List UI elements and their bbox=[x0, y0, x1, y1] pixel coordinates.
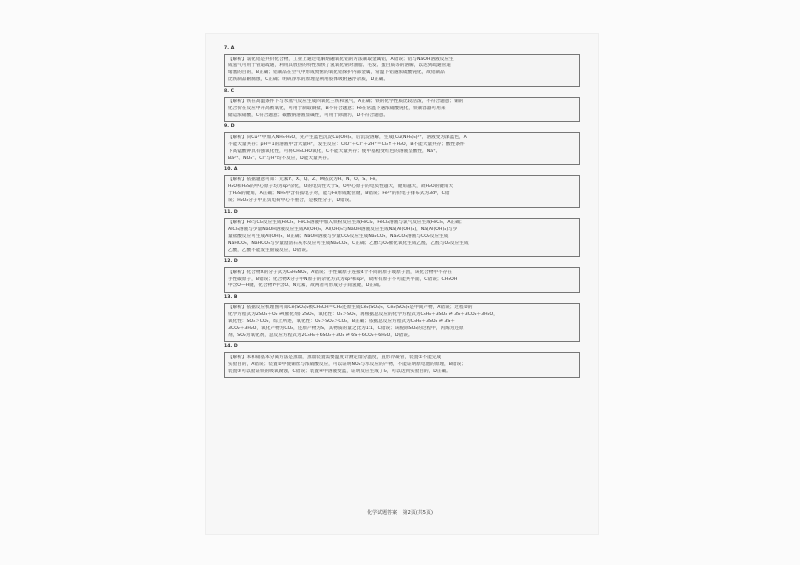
explanation-line: 成氢气可用于管道疏通，利用其放热的特性加快了氢氧化钠对油脂、毛发、蛋白质等的溶解，以达到疏通管道 bbox=[228, 63, 451, 69]
explanation-line: AlCl₃溶液与少量NaOH溶液反应生成Al(OH)₃，Al(OH)₃与NaOH溶液反应生成Na[Al(OH)₄]，Na[Al(OH)₄]与少 bbox=[228, 227, 458, 232]
explanation-line: 【解析】苯和硝基苯分离方法是蒸馏，蒸馏装置需要温度计测定馏分温度，直形冷凝管，装置①不能完成 bbox=[228, 354, 442, 360]
question-number: 8. C bbox=[224, 88, 235, 94]
question-number: 9. D bbox=[224, 124, 235, 130]
explanation-line: 量盐酸反应可生成Al(OH)₃，B正确；NaOH溶液与少量CO₂反应生成Na₂CO₃，Na₂CO₃溶液与CO₂反应生成 bbox=[228, 233, 449, 239]
explanation-line: 化合价在反应中升高被氧化，可用于制取铜盐，B不符合题意；Fe在常温下遇浓硝酸钝化，铁制容器可用来 bbox=[228, 106, 446, 112]
explanation-box bbox=[224, 267, 580, 293]
footer-page-number: 第2页(共5页) bbox=[402, 510, 433, 516]
question-number: 7. A bbox=[224, 46, 235, 51]
explanation-line: H₂O和H₂S的中心原子均为sp³杂化，O的电负性大于S，O中心原子的电负性越大，键角越大，故H₂O的键角大 bbox=[228, 184, 454, 190]
explanation-line: 比铁制品耐腐蚀，C正确；明矾净水的原理是利用胶体吸附悬浮杂质，D正确。 bbox=[228, 77, 389, 83]
explanation-box bbox=[224, 132, 580, 165]
explanation-line: 剂，SO₂为氧化剂，总反应方程式为2C₃H₆＋6SO₂＋3O₂ ⇌ 6S＋6CO₂＋6H₂O，D错误。 bbox=[228, 332, 413, 338]
explanation-line: 【解析】向Cu²⁺中加入NH₃·H₂O，先产生蓝色沉淀Cu(OH)₂，后沉淀溶解，生成[Cu(NH₃)₄]²⁺，溶液变为深蓝色，A bbox=[228, 134, 467, 140]
explanation-box bbox=[224, 218, 580, 258]
explanation-line: 【解析】氯化铝是共价化合物，工业上通过电解熔融氧化铝的方法制取金属铝，A错误；铝与NaOH溶液反应生 bbox=[228, 56, 454, 62]
explanation-line: 【解析】依据反应机理图可知Ce(SO₄)₂被CH₃CH＝CH₂还原生成Ce₂(SO₄)₃，Ce₂(SO₄)₃是中间产物，A错误；过程②的 bbox=[228, 305, 473, 311]
question-number: 11. D bbox=[224, 209, 238, 215]
explanation-line: 于H₂S的键角，A正确；NH₃中含有孤电子对，能与Fe形成配位键，B错误；Fe²⁺的价电子排布式为3d⁶，C错 bbox=[228, 191, 450, 197]
explanation-line: 装置③可以验证铁的吸氧腐蚀，C错误；装置④中溶液变蓝，证明反应生成了I₂，可以达到实验目的，D正确。 bbox=[228, 368, 451, 374]
explanation-line: 下高锰酸钾具有强氧化性，可将CH₃CHO氧化，C不能大量共存；使甲基橙变红色的溶液呈酸性，Na⁺、 bbox=[228, 148, 441, 154]
explanation-line: 【解析】铁在高温条件下与水蒸气反应生成四氧化三铁和氢气，A正确；铁的化学性质比较活泼，不符合题意；铜的 bbox=[228, 99, 464, 105]
question-number: 12. D bbox=[224, 259, 238, 265]
explanation-line: 储运浓硝酸，C符合题意；碳酸钠溶液显碱性，可用于除油污，D不符合题意。 bbox=[228, 112, 389, 118]
explanation-line: 中含O—H键，化合物Y中含O、N元素，故两者可形成分子间氢键，D正确。 bbox=[228, 283, 384, 289]
footer-subject: 化学试题答案 bbox=[367, 510, 398, 516]
explanation-line: Ba²⁺、NO₃⁻、Cl⁻与H⁺均不反应，D能大量共存。 bbox=[228, 155, 332, 161]
explanation-box bbox=[224, 97, 580, 123]
explanation-line: 【解析】依据题意可知：元素Y、X、Q、Z、M依次为H、N、O、S、Fe。 bbox=[228, 177, 380, 183]
explanation-line: 不能大量共存；pH＝1的溶液中含大量H⁺，发生反应：ClO⁻＋Cl⁻＋2H⁺＝Cl₂↑＋H₂O，B不能大量共存；酸性条件 bbox=[228, 141, 465, 147]
explanation-box bbox=[224, 54, 580, 87]
explanation-line: 误；H₂O₂分子中正负电荷中心不重合，是极性分子，D错误。 bbox=[228, 198, 354, 204]
explanation-line: 手性碳原子，B错误；化合物X分子中N原子的杂化方式为sp³和sp²，故所有原子不可能共平面，C错误；CH₃OH bbox=[228, 276, 458, 282]
page-footer bbox=[0, 509, 800, 516]
explanation-box bbox=[224, 352, 580, 378]
explanation-line: 堵塞的目的，B正确；铝制品在空气中形成致密的氧化铝保护内部金属，常温下铝遇浓硫酸钝化，故铝制品 bbox=[228, 70, 445, 76]
explanation-line: 实验目的，A错误；装置②中使铜丝与浓硝酸反应，可以证明NO₂与水反应的产物，不能证明原电池的原理，B错误； bbox=[228, 361, 466, 367]
explanation-line: 【解析】Fe与Cl₂反应生成FeCl₃，FeCl₃溶液中加入铁粉反应生成FeCl₂，FeCl₂溶液与氯气反应生成FeCl₃，A正确； bbox=[228, 220, 465, 226]
explanation-line: 【解析】化合物X的分子式为C₉H₉NO₂，A错误；手性碳原子连接4个不同的原子或原子团，该化合物中不存在 bbox=[228, 269, 452, 275]
explanation-line: NaHCO₃，NaHCO₃与少量澄清石灰水反应可生成Na₂CO₃，C正确；乙醇与O₂催化氧化生成乙醛，乙醛与O₂反应生成 bbox=[228, 240, 469, 246]
explanation-box bbox=[224, 303, 580, 343]
question-number: 14. D bbox=[224, 344, 238, 350]
explanation-box bbox=[224, 175, 580, 208]
explanation-line: 乙酸，乙酸不能发生银镜反应，D错误。 bbox=[228, 247, 311, 253]
explanation-line: 化学方程式为2SO₂＋O₂ ⇌(催化剂) 2SO₃，氧化性：O₂＞SO₃，再根据总反应的化学方程式为C₃H₆＋3SO₂ ⇌ 3S＋3CO₂＋3H₂O， bbox=[228, 312, 498, 318]
question-number: 10. A bbox=[224, 166, 238, 172]
explanation-line: 3CO₂＋3H₂O，氧化产物为CO₂，还原产物为S，其物质的量之比为1∶1，C错误；该脱除SO₂的过程中，丙烯为还原 bbox=[228, 326, 464, 332]
question-number: 13. B bbox=[224, 294, 238, 300]
explanation-line: 氧化性：SO₂＞CO₂，综上所述，氧化性：O₂＞SO₂＞CO₂，B正确；依据总反应方程式为C₃H₆＋3SO₂ ⇌ 3S＋ bbox=[228, 319, 455, 325]
answer-content bbox=[224, 44, 580, 380]
